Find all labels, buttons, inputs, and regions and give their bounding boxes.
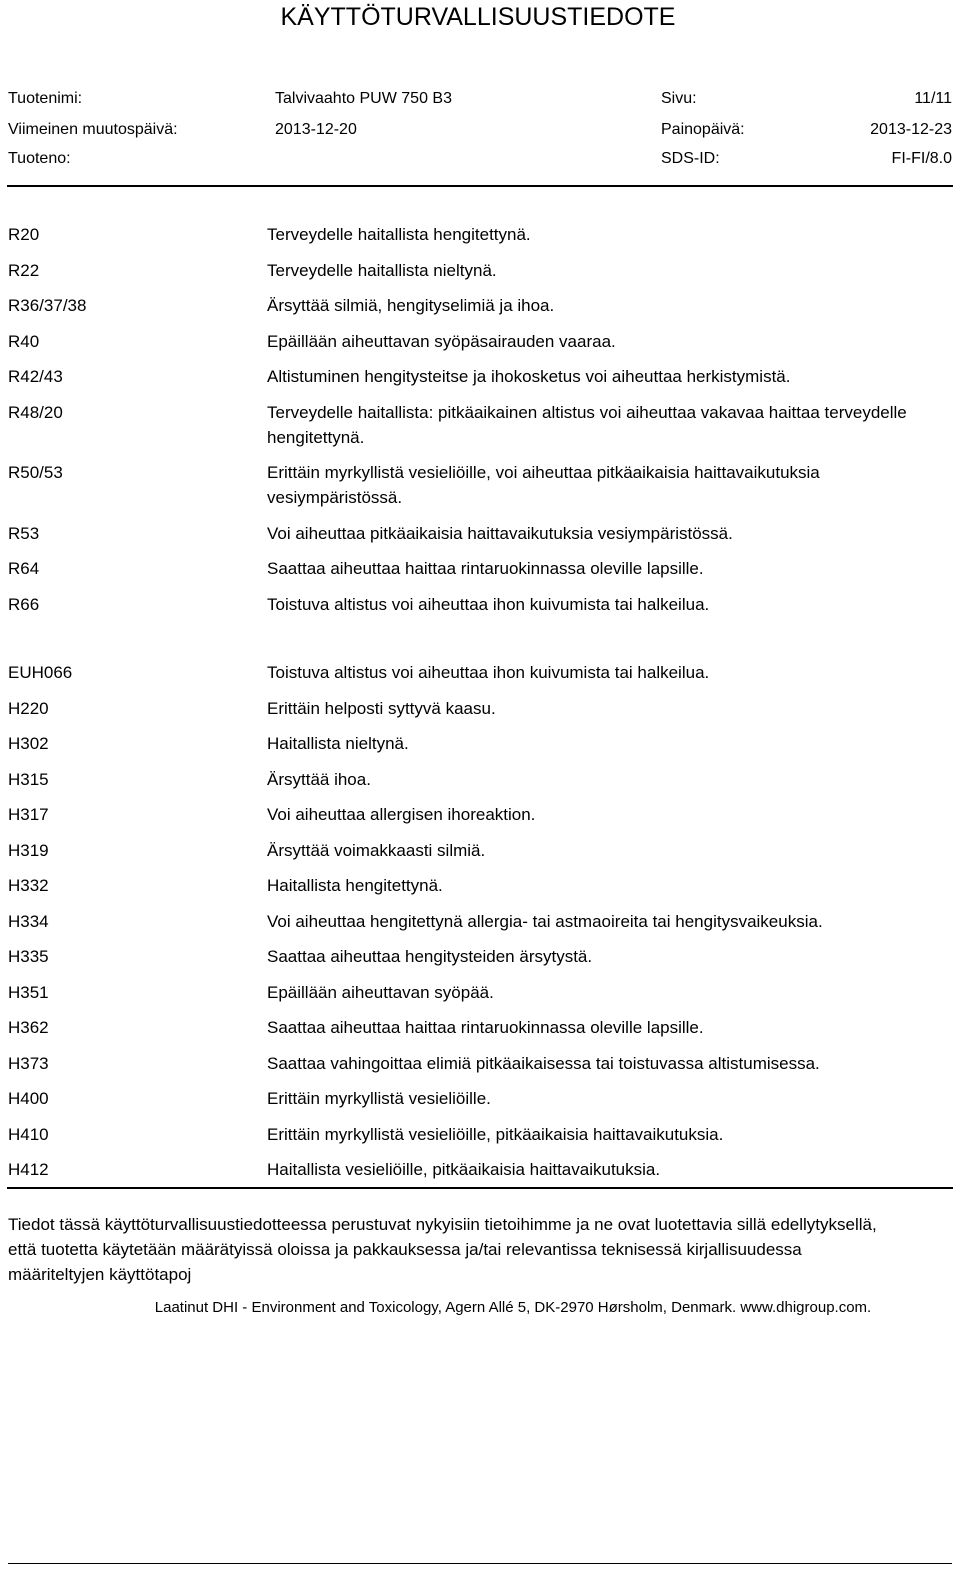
phrase-row <box>8 329 948 354</box>
phrase-code: R66 <box>8 594 40 614</box>
phrase-text: Saattaa aiheuttaa haittaa rintaruokinnassa oleville lapsille. <box>267 559 704 578</box>
phrase-code: H412 <box>8 1160 49 1179</box>
phrase-text: Epäillään aiheuttavan syöpäsairauden vaaraa. <box>267 331 616 351</box>
phrase-row <box>8 909 948 934</box>
header-value: Talvivaahto PUW 750 B3 <box>275 90 452 107</box>
phrase-text: Erittäin myrkyllistä vesieliöille, voi aiheuttaa pitkäaikaisia haittavaikutuksia vesiympäristössä. <box>267 463 820 507</box>
footer-note: Laatinut DHI - Environment and Toxicology, Agern Allé 5, DK-2970 Hørsholm, Denmark. www.dhigroup.com. <box>154 1299 872 1316</box>
page-bottom-divider <box>8 1563 952 1564</box>
phrase-code: H319 <box>8 840 49 860</box>
phrase-row <box>8 802 948 827</box>
phrase-row <box>8 1122 948 1147</box>
header-value: 11/11 <box>914 90 952 107</box>
phrase-text: Erittäin helposti syttyvä kaasu. <box>267 698 496 718</box>
phrase-text: Toistuva altistus voi aiheuttaa ihon kuivumista tai halkeilua. <box>267 594 710 614</box>
header-row-product-name <box>8 86 952 112</box>
header-value: 2013-12-20 <box>275 121 357 138</box>
phrase-row <box>8 1015 948 1040</box>
header-divider <box>7 185 953 187</box>
phrase-code: H315 <box>8 769 49 789</box>
phrase-code: R42/43 <box>8 367 63 386</box>
phrase-row <box>8 838 948 863</box>
phrase-text: Erittäin myrkyllistä vesieliöille, pitkäaikaisia haittavaikutuksia. <box>267 1124 724 1144</box>
phrase-code: H362 <box>8 1018 49 1037</box>
header-label: Viimeinen muutospäivä: <box>8 121 178 138</box>
phrase-text: Voi aiheuttaa allergisen ihoreaktion. <box>267 805 536 824</box>
phrase-text: Ärsyttää ihoa. <box>267 769 371 789</box>
phrase-row <box>8 873 948 898</box>
phrase-code: H332 <box>8 876 49 895</box>
phrase-code: H373 <box>8 1053 49 1073</box>
phrase-code: H334 <box>8 911 49 931</box>
header-row-ids <box>8 146 952 172</box>
phrase-row <box>8 696 948 721</box>
header-label: Tuotenimi: <box>8 90 83 107</box>
phrase-code: R53 <box>8 523 40 543</box>
header-label: Sivu: <box>661 90 697 107</box>
phrase-row <box>8 1051 948 1076</box>
phrase-row <box>8 731 948 756</box>
phrase-row <box>8 460 948 510</box>
phrase-code: R50/53 <box>8 463 63 482</box>
phrase-text: Terveydelle haitallista nieltynä. <box>267 260 497 280</box>
phrase-code: H400 <box>8 1089 49 1108</box>
header-value: FI-FI/8.0 <box>891 150 952 167</box>
phrase-row <box>8 521 948 546</box>
phrase-text: Saattaa vahingoittaa elimiä pitkäaikaisessa tai toistuvassa altistumisessa. <box>267 1053 820 1073</box>
phrase-row <box>8 1157 948 1182</box>
phrase-row <box>8 767 948 792</box>
phrase-text: Toistuva altistus voi aiheuttaa ihon kuivumista tai halkeilua. <box>267 663 710 682</box>
phrase-text: Haitallista vesieliöille, pitkäaikaisia haittavaikutuksia. <box>267 1160 661 1179</box>
phrase-row <box>8 222 948 247</box>
phrase-text: Voi aiheuttaa hengitettynä allergia- tai astmaoireita tai hengitysvaikeuksia. <box>267 911 823 931</box>
phrase-code: R22 <box>8 260 40 280</box>
phrase-code: R64 <box>8 559 40 578</box>
phrase-code: H351 <box>8 982 49 1002</box>
phrase-row <box>8 364 948 389</box>
phrase-row <box>8 293 948 318</box>
phrase-code: H317 <box>8 805 49 824</box>
phrase-row <box>8 556 948 581</box>
phrase-code: H410 <box>8 1124 49 1144</box>
phrase-text: Altistuminen hengitysteitse ja ihokosketus voi aiheuttaa herkistymistä. <box>267 367 791 386</box>
h-phrase-list <box>8 660 948 1182</box>
phrase-text: Erittäin myrkyllistä vesieliöille. <box>267 1089 491 1108</box>
phrase-code: R36/37/38 <box>8 296 87 315</box>
phrase-row <box>8 660 948 685</box>
phrase-code: H335 <box>8 947 49 966</box>
phrase-text: Epäillään aiheuttavan syöpää. <box>267 982 494 1002</box>
section-divider <box>7 1187 953 1189</box>
phrase-text: Ärsyttää silmiä, hengityselimiä ja ihoa. <box>267 296 555 315</box>
phrase-code: R20 <box>8 225 40 244</box>
disclaimer-text: Tiedot tässä käyttöturvallisuustiedotteessa perustuvat nykyisiin tietoihimme ja ne ovat luotettavia sillä edellytyksellä, että tuotetta käytetään määrätyissä oloissa ja pakkauksessa ja/tai relevantissa teknisessä kirjallisuudessa määriteltyjen käyttötapoj <box>8 1215 877 1284</box>
phrase-code: R40 <box>8 331 40 351</box>
phrase-code: H220 <box>8 698 49 718</box>
phrase-row <box>8 1086 948 1111</box>
header-label: SDS-ID: <box>661 150 720 167</box>
header-value: 2013-12-23 <box>870 121 952 138</box>
phrase-text: Saattaa aiheuttaa haittaa rintaruokinnassa oleville lapsille. <box>267 1018 704 1037</box>
phrase-code: EUH066 <box>8 663 73 682</box>
header-label: Painopäivä: <box>661 121 745 138</box>
phrase-row <box>8 258 948 283</box>
phrase-row <box>8 592 948 617</box>
header-label: Tuoteno: <box>8 150 71 167</box>
phrase-code: H302 <box>8 734 49 753</box>
phrase-text: Ärsyttää voimakkaasti silmiä. <box>267 840 486 860</box>
phrase-row <box>8 400 948 450</box>
phrase-row <box>8 980 948 1005</box>
phrase-code: R48/20 <box>8 402 63 422</box>
phrase-text: Terveydelle haitallista hengitettynä. <box>267 225 531 244</box>
document-title: KÄYTTÖTURVALLISUUSTIEDOTE <box>280 3 676 31</box>
phrase-text: Terveydelle haitallista: pitkäaikainen altistus voi aiheuttaa vakavaa haittaa terveydelle hengitettynä. <box>267 402 907 447</box>
phrase-text: Haitallista hengitettynä. <box>267 876 443 895</box>
phrase-text: Voi aiheuttaa pitkäaikaisia haittavaikutuksia vesiympäristössä. <box>267 523 733 543</box>
r-phrase-list <box>8 222 948 617</box>
phrase-text: Haitallista nieltynä. <box>267 734 409 753</box>
phrase-row <box>8 944 948 969</box>
header-row-dates <box>8 117 952 143</box>
phrase-text: Saattaa aiheuttaa hengitysteiden ärsytystä. <box>267 947 593 966</box>
